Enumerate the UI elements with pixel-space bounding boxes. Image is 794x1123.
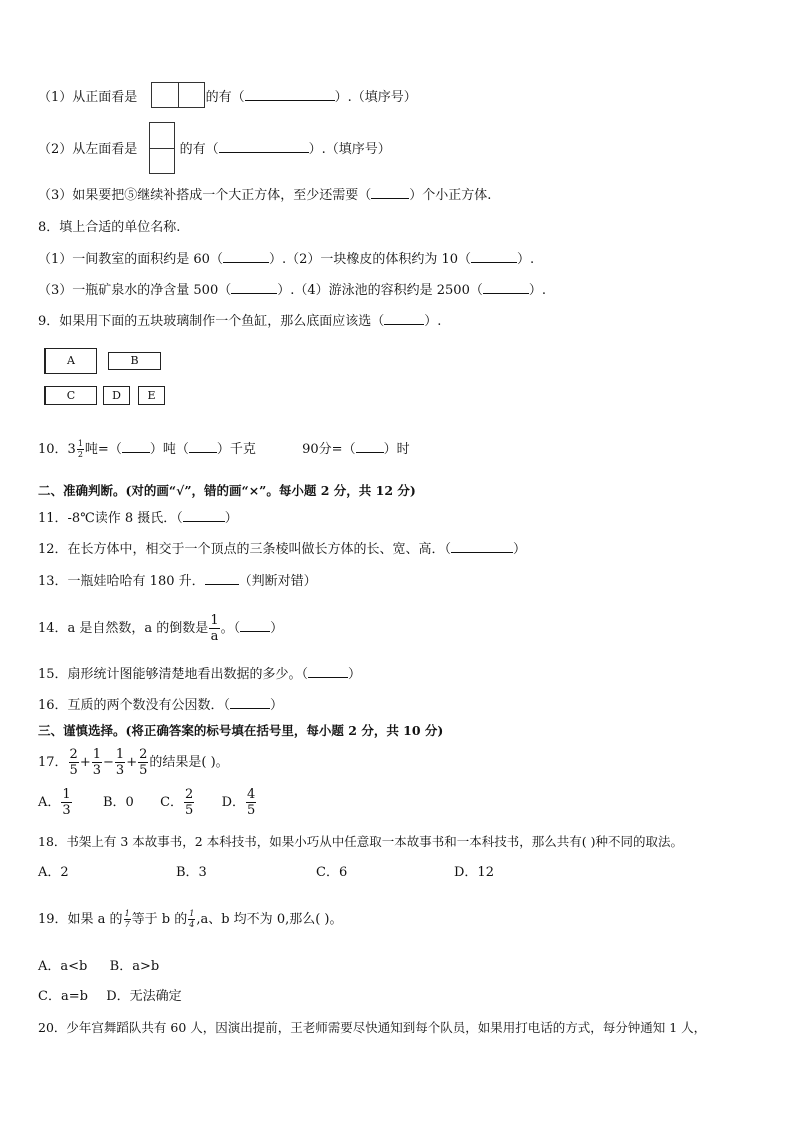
answer-blank[interactable] [230,696,270,709]
front-view-shape [151,82,205,108]
q7-part2: （2）从左面看是 的有（ ）.（填序号） [38,142,391,157]
section-3-heading: 三、谨慎选择。(将正确答案的标号填在括号里，每小题 2 分，共 10 分) [38,723,444,738]
q19-options-row2 [38,988,182,1006]
mixed-fraction: $\frac{1}{2}$ [77,439,83,459]
option-d[interactable]: D． $\frac{4}{5}$ [221,787,256,818]
answer-blank[interactable] [205,572,239,585]
q8-row2: （3）一瓶矿泉水的净含量 500（ ）.（4）游泳池的容积约是 2500（ ）. [38,283,546,298]
answer-blank[interactable] [245,88,335,101]
q15: 15．扇形统计图能够清楚地看出数据的多少。（ ） [38,667,362,682]
glass-c: C [44,386,97,405]
glass-b: B [108,352,161,370]
q18: 18．书架上有 3 本故事书，2 本科技书，如果小巧从中任意取一本故事书和一本科技书，那么共有( )种不同的取法。 [38,834,683,849]
q17-options [38,788,257,817]
answer-blank[interactable] [189,440,217,453]
q7-part1: （1）从正面看是 的有（ ）.（填序号） [38,90,417,105]
left-view-shape [149,122,175,174]
q8-title: 8．填上合适的单位名称. [38,220,181,235]
q19: 19．如果 a 的 $\frac{1}{7}$ 等于 b 的 $\frac{1}{4}$ ,a、b 均不为 0,那么( )。 [38,909,343,929]
q12: 12．在长方体中，相交于一个顶点的三条棱叫做长方体的长、宽、高．（ ） [38,542,527,557]
fraction-1-over-a: $\frac{1}{a}$ [210,613,219,644]
option-c[interactable]: C． $\frac{2}{5}$ [160,787,194,818]
q8-row1: （1）一间教室的面积约是 60（ ）.（2）一块橡皮的体积约为 10（ ）. [38,252,535,267]
q14: 14．a 是自然数，a 的倒数是 $\frac{1}{a}$ 。（ ） [38,613,284,644]
answer-blank[interactable] [122,440,150,453]
option-a[interactable]: A． $\frac{1}{3}$ [38,787,71,818]
q9-text: 9．如果用下面的五块玻璃制作一个鱼缸，那么底面应该选（ ）. [38,314,442,329]
q19-options-row1 [38,958,159,976]
answer-blank[interactable] [223,250,269,263]
answer-blank[interactable] [384,312,424,325]
fraction: $\frac{2}{5}$ [69,747,78,778]
q17: 17． $\frac{2}{5}$ + $\frac{1}{3}$ − $\frac{1}{3}$ + $\frac{2}{5}$ 的结果是( )。 [38,747,229,778]
q16: 16．互质的两个数没有公因数．（ ） [38,698,284,713]
answer-blank[interactable] [371,186,409,199]
fraction: $\frac{1}{3}$ [92,747,102,778]
answer-blank[interactable] [183,509,225,522]
answer-blank[interactable] [483,281,529,294]
option-b[interactable]: B．0 [102,795,134,810]
fraction: $\frac{1}{7}$ [124,909,130,929]
answer-blank[interactable] [356,440,384,453]
fraction: $\frac{2}{5}$ [139,747,148,778]
q11: 11．-8℃读作 8 摄氏．（ ） [38,511,238,526]
fraction: $\frac{1}{3}$ [115,747,125,778]
q13: 13．一瓶娃哈哈有 180 升． （判断对错） [38,574,317,589]
q20: 20．少年宫舞蹈队共有 60 人，因演出提前，王老师需要尽快通知到每个队员，如果用打电话的方式，每分钟通知 1 人， [38,1020,707,1035]
option-b[interactable]: B．a>b [109,959,160,974]
fraction: $\frac{1}{4}$ [189,909,195,929]
answer-blank[interactable] [451,540,513,553]
answer-blank[interactable] [471,250,517,263]
option-c[interactable]: C．a=b [38,989,88,1004]
answer-blank[interactable] [308,665,348,678]
q18-option-b[interactable]: B．3 [176,865,207,880]
option-a[interactable]: A．a<b [38,959,88,974]
q7-part3: （3）如果要把⑤继续补搭成一个大正方体，至少还需要（ ）个小正方体. [38,188,492,203]
q10: 10．3 $\frac{1}{2}$ 吨=（ ）吨（ ）千克 90分=（ ）时 [38,439,410,459]
q18-option-c[interactable]: C．6 [316,865,348,880]
q18-option-d[interactable]: D．12 [454,865,494,880]
option-d[interactable]: D．无法确定 [106,989,182,1004]
answer-blank[interactable] [219,140,309,153]
q18-option-a[interactable]: A．2 [38,865,69,880]
glass-d: D [103,386,130,405]
glass-a: A [44,348,97,374]
answer-blank[interactable] [240,619,270,632]
section-2-heading: 二、准确判断。(对的画“√”，错的画“×”。每小题 2 分，共 12 分) [38,483,416,498]
glass-e: E [138,386,165,405]
answer-blank[interactable] [231,281,277,294]
